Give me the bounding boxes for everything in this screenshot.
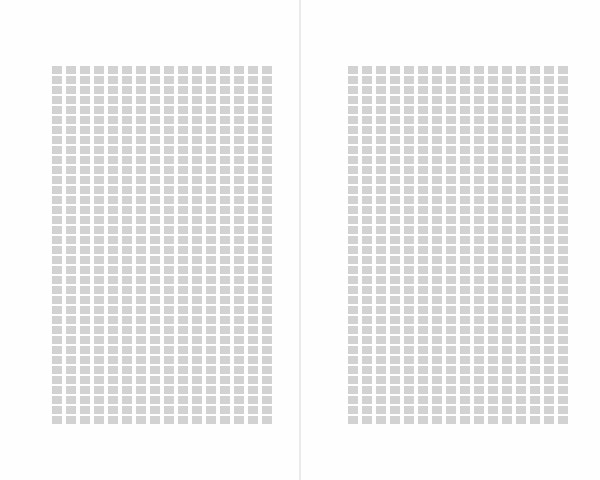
body-column — [400, 66, 414, 426]
body-column — [202, 66, 216, 426]
right-page-body — [328, 66, 568, 426]
body-column — [90, 66, 104, 426]
body-column — [526, 66, 540, 426]
body-column — [230, 66, 244, 426]
body-column — [76, 66, 90, 426]
body-column — [216, 66, 230, 426]
body-column — [386, 66, 400, 426]
right-page — [300, 0, 600, 480]
body-column — [498, 66, 512, 426]
body-column — [554, 66, 568, 426]
left-page-body — [36, 66, 272, 426]
body-column — [344, 66, 358, 426]
body-column — [160, 66, 174, 426]
body-column — [456, 66, 470, 426]
body-column — [188, 66, 202, 426]
body-column — [414, 66, 428, 426]
body-column — [470, 66, 484, 426]
body-column — [48, 66, 62, 426]
body-column — [484, 66, 498, 426]
body-column — [442, 66, 456, 426]
body-column — [62, 66, 76, 426]
body-column — [540, 66, 554, 426]
body-column — [244, 66, 258, 426]
body-column — [146, 66, 160, 426]
body-column — [358, 66, 372, 426]
body-column — [132, 66, 146, 426]
body-column — [104, 66, 118, 426]
body-column — [428, 66, 442, 426]
body-column — [512, 66, 526, 426]
body-column — [372, 66, 386, 426]
body-column — [174, 66, 188, 426]
body-column — [118, 66, 132, 426]
body-column — [258, 66, 272, 426]
